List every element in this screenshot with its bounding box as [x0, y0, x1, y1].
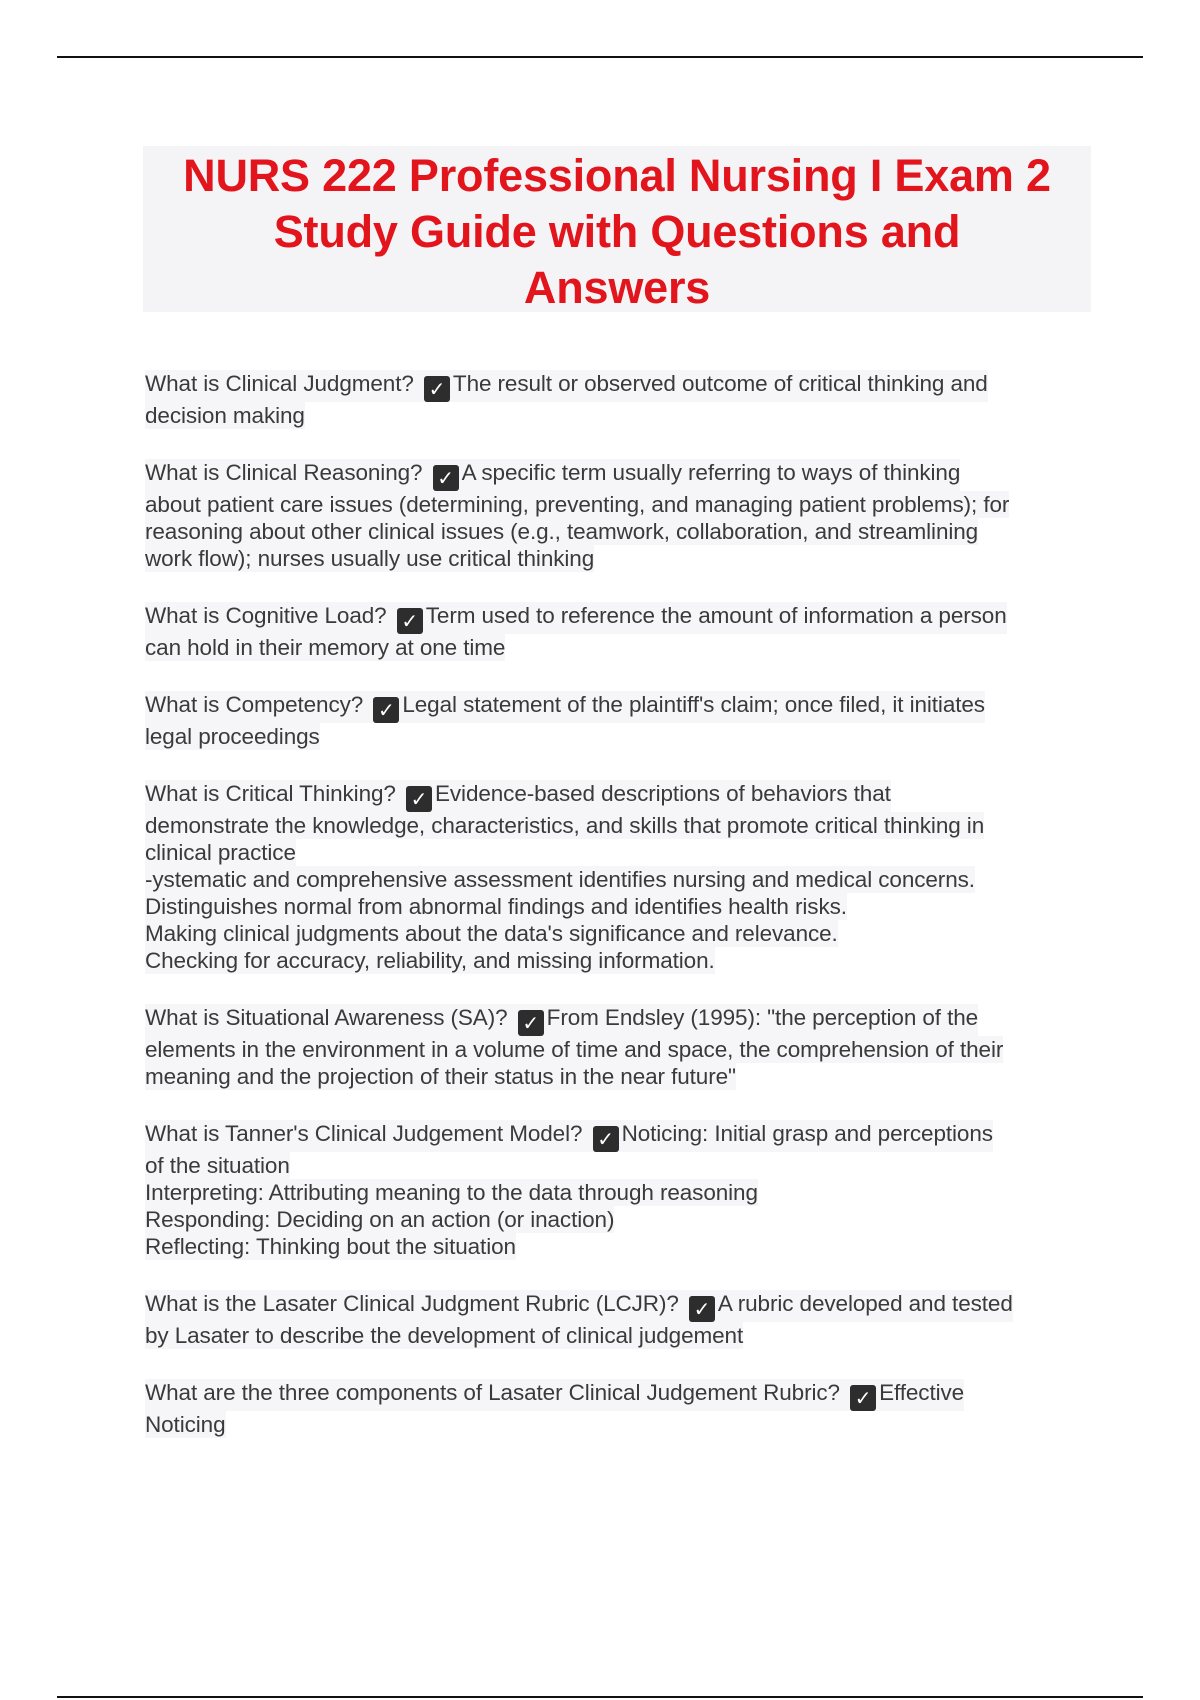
answer-text: The result or observed outcome of critical thinking and [452, 371, 988, 396]
question-text: What is Clinical Reasoning? [145, 460, 423, 485]
answer-text: Effective [879, 1380, 965, 1405]
title-line: Answers [523, 262, 711, 313]
checkbox-checked-icon: ✓ [433, 465, 459, 491]
qa-first-line [145, 370, 988, 402]
question-text: What is Competency? [145, 692, 364, 717]
qa-item [145, 602, 1090, 661]
answer-text: Noticing: Initial grasp and perceptions [621, 1121, 993, 1146]
answer-continuation-line: Checking for accuracy, reliability, and missing information. [145, 948, 715, 973]
answer-continuation-line: clinical practice [145, 840, 296, 865]
checkbox-checked-icon: ✓ [689, 1296, 715, 1322]
qa-item [145, 1379, 1090, 1438]
qa-first-line [145, 1120, 993, 1152]
qa-first-line [145, 459, 960, 491]
answer-continuation-line: by Lasater to describe the development of clinical judgement [145, 1323, 744, 1348]
qa-item [145, 1004, 1090, 1090]
answer-continuation-line: elements in the environment in a volume of time and space, the comprehension of their [145, 1037, 1004, 1062]
question-text: What is Situational Awareness (SA)? [145, 1005, 508, 1030]
answer-continuation-line: reasoning about other clinical issues (e.g., teamwork, collaboration, and streamlining [145, 519, 979, 544]
qa-first-line [145, 780, 891, 812]
answer-continuation-line: legal proceedings [145, 724, 320, 749]
answer-continuation-line: meaning and the projection of their status in the near future" [145, 1064, 736, 1089]
answer-text: Evidence-based descriptions of behaviors that [434, 781, 891, 806]
qa-item [145, 1120, 1090, 1260]
checkbox-checked-icon: ✓ [397, 608, 423, 634]
answer-continuation-line: demonstrate the knowledge, characteristics, and skills that promote critical thinking in [145, 813, 985, 838]
title-block [143, 146, 1091, 312]
answer-text: Legal statement of the plaintiff's claim; once filed, it initiates [402, 692, 985, 717]
question-text: What is Clinical Judgment? [145, 371, 414, 396]
answer-continuation-line: Reflecting: Thinking bout the situation [145, 1234, 516, 1259]
title-line: Study Guide with Questions and [273, 206, 961, 257]
answer-text: A specific term usually referring to ways of thinking [461, 460, 961, 485]
answer-text: A rubric developed and tested [717, 1291, 1013, 1316]
question-text: What is Cognitive Load? [145, 603, 387, 628]
checkbox-checked-icon: ✓ [373, 697, 399, 723]
qa-item [145, 370, 1090, 429]
answer-text: Term used to reference the amount of information a person [425, 603, 1007, 628]
top-rule [57, 56, 1143, 58]
answer-continuation-line: about patient care issues (determining, preventing, and managing patient problems); for [145, 492, 1010, 517]
qa-first-line [145, 1290, 1013, 1322]
qa-item [145, 459, 1090, 572]
title-line: NURS 222 Professional Nursing I Exam 2 [183, 150, 1051, 201]
question-text: What is Tanner's Clinical Judgement Model? [145, 1121, 583, 1146]
qa-item [145, 691, 1090, 750]
bottom-rule [57, 1696, 1143, 1698]
checkbox-checked-icon: ✓ [850, 1385, 876, 1411]
qa-item [145, 780, 1090, 974]
checkbox-checked-icon: ✓ [518, 1010, 544, 1036]
answer-continuation-line: can hold in their memory at one time [145, 635, 506, 660]
answer-continuation-line: Making clinical judgments about the data's significance and relevance. [145, 921, 838, 946]
qa-first-line [145, 691, 985, 723]
qa-list [145, 370, 1090, 1468]
document-title [143, 148, 1091, 316]
answer-text: From Endsley (1995): "the perception of the [546, 1005, 979, 1030]
question-text: What are the three components of Lasater Clinical Judgement Rubric? [145, 1380, 840, 1405]
question-text: What is the Lasater Clinical Judgment Rubric (LCJR)? [145, 1291, 679, 1316]
checkbox-checked-icon: ✓ [424, 376, 450, 402]
qa-first-line [145, 1004, 978, 1036]
answer-continuation-line: work flow); nurses usually use critical thinking [145, 546, 595, 571]
qa-item [145, 1290, 1090, 1349]
qa-first-line [145, 602, 1007, 634]
answer-continuation-line: Distinguishes normal from abnormal findings and identifies health risks. [145, 894, 847, 919]
answer-continuation-line: decision making [145, 403, 305, 428]
checkbox-checked-icon: ✓ [593, 1126, 619, 1152]
answer-continuation-line: of the situation [145, 1153, 290, 1178]
qa-first-line [145, 1379, 964, 1411]
answer-continuation-line: Interpreting: Attributing meaning to the data through reasoning [145, 1180, 758, 1205]
answer-continuation-line: Responding: Deciding on an action (or inaction) [145, 1207, 615, 1232]
question-text: What is Critical Thinking? [145, 781, 396, 806]
answer-continuation-line: Noticing [145, 1412, 226, 1437]
checkbox-checked-icon: ✓ [406, 786, 432, 812]
answer-continuation-line: -ystematic and comprehensive assessment identifies nursing and medical concerns. [145, 867, 975, 892]
